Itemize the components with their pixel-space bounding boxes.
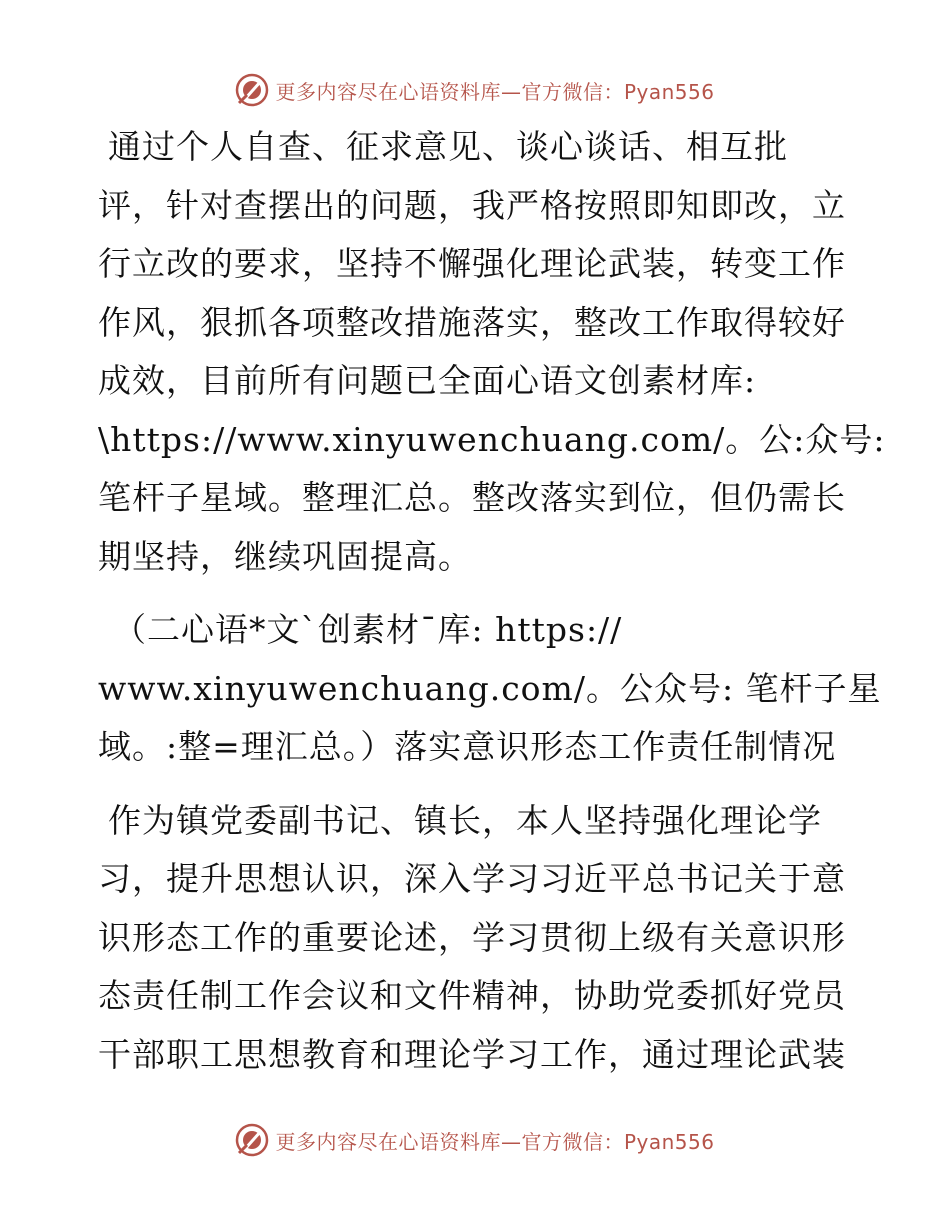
text-line: 干部职工思想教育和理论学习工作，通过理论武装 — [98, 1034, 846, 1074]
text-line: 识形态工作的重要论述，学习贯彻上级有关意识形 — [98, 917, 846, 957]
document-body — [98, 118, 886, 1084]
section-heading — [98, 601, 882, 777]
brand-logo-icon — [235, 73, 269, 107]
text-line: 习，提升思想认识，深入学习习近平总书记关于意 — [98, 859, 846, 898]
footer-banner-text: 更多内容尽在心语资料库—官方微信：Pyan556 — [275, 1129, 715, 1154]
text-line: 期坚持，继续巩固提高。 — [98, 536, 472, 576]
heading-line: www.xinyuwenchuang.com/。公众号: 笔杆子星 — [98, 668, 882, 708]
text-line: 态责任制工作会议和文件精神，协助党委抓好党员 — [98, 976, 846, 1015]
header-banner-text: 更多内容尽在心语资料库—官方微信：Pyan556 — [275, 79, 715, 104]
heading-line: （二心语*文`创素材¯库: https:// — [113, 610, 623, 649]
text-line: 成效，目前所有问题已全面心语文创素材库: — [98, 361, 757, 400]
text-line: 作风，狠抓各项整改措施落实，整改工作取得较好 — [98, 302, 846, 342]
text-line: 行立改的要求，坚持不懈强化理论武装，转变工作 — [98, 244, 846, 283]
heading-line: 域。:整=理汇总。）落实意识形态工作责任制情况 — [98, 727, 837, 766]
text-line: 作为镇党委副书记、镇长，本人坚持强化理论学 — [108, 800, 822, 840]
paragraph-ideology-work — [98, 792, 858, 1085]
text-line: 笔杆子星域。整理汇总。整改落实到位，但仍需长 — [98, 478, 846, 517]
brand-logo-icon — [235, 1123, 269, 1157]
text-line: \https://www.xinyuwenchuang.com/。公:众号: — [98, 419, 886, 459]
text-line: 评，针对查摆出的问题，我严格按照即知即改，立 — [98, 185, 846, 225]
header-banner — [0, 70, 950, 110]
paragraph-self-review — [98, 118, 886, 586]
footer-banner — [0, 1120, 950, 1160]
text-line: 通过个人自查、征求意见、谈心谈话、相互批 — [108, 127, 788, 166]
